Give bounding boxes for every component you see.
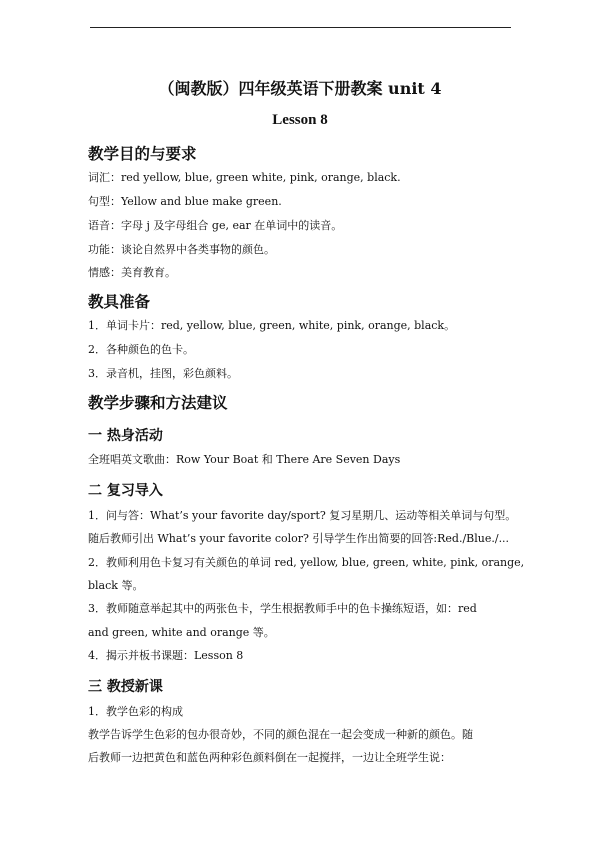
goals-line: 句型：Yellow and blue make green. [88,195,282,208]
goals-line: 功能：谈论自然界中各类事物的颜色。 [88,243,275,256]
subheading-review: 二 复习导入 [88,483,163,499]
review-line: 随后教师引出 What’s your favorite color? 引导学生作出简要的回答:Red./Blue./... [88,532,510,545]
new-lesson-line: 1．教学色彩的构成 [88,705,183,718]
goals-line: 词汇：red yellow, blue, green white, pink, orange, black. [88,171,401,184]
section-heading-goals: 教学目的与要求 [88,144,197,163]
new-lesson-line: 后教师一边把黄色和蓝色两种彩色颜料倒在一起搅拌，一边让全班学生说： [88,751,451,764]
materials-line: 1．单词卡片：red, yellow, blue, green, white, pink, orange, black。 [88,319,456,332]
new-lesson-line: 教学告诉学生色彩的包办很奇妙，不同的颜色混在一起会变成一种新的颜色。随 [88,728,473,741]
review-line: and green, white and orange 等。 [88,626,275,639]
goals-line: 情感：美育教育。 [88,266,176,279]
document-title: （闽教版）四年级英语下册教案 unit 4 [158,79,442,98]
section-heading-materials: 教具准备 [88,292,151,311]
materials-line: 2．各种颜色的色卡。 [88,343,194,356]
header-rule [90,27,511,28]
materials-line: 3．录音机，挂图，彩色颜料。 [88,367,238,380]
review-line: 1．问与答：What’s your favorite day/sport? 复习星期几、运动等相关单词与句型。 [88,509,517,522]
review-line: 2．教师利用色卡复习有关颜色的单词 red, yellow, blue, green, white, pink, orange, [88,556,525,569]
warmup-line: 全班唱英文歌曲：Row Your Boat 和 There Are Seven Days [88,453,401,466]
review-line: 3．教师随意举起其中的两张色卡，学生根据教师手中的色卡操练短语，如：red [88,602,477,615]
section-heading-steps: 教学步骤和方法建议 [88,393,228,412]
subheading-new-lesson: 三 教授新课 [88,679,163,695]
goals-line: 语音：字母 j 及字母组合 ge, ear 在单词中的读音。 [88,219,343,232]
review-line: 4．揭示并板书课题：Lesson 8 [88,649,244,662]
lesson-title: Lesson 8 [272,112,328,128]
review-line: black 等。 [88,579,144,592]
subheading-warmup: 一 热身活动 [88,428,163,444]
